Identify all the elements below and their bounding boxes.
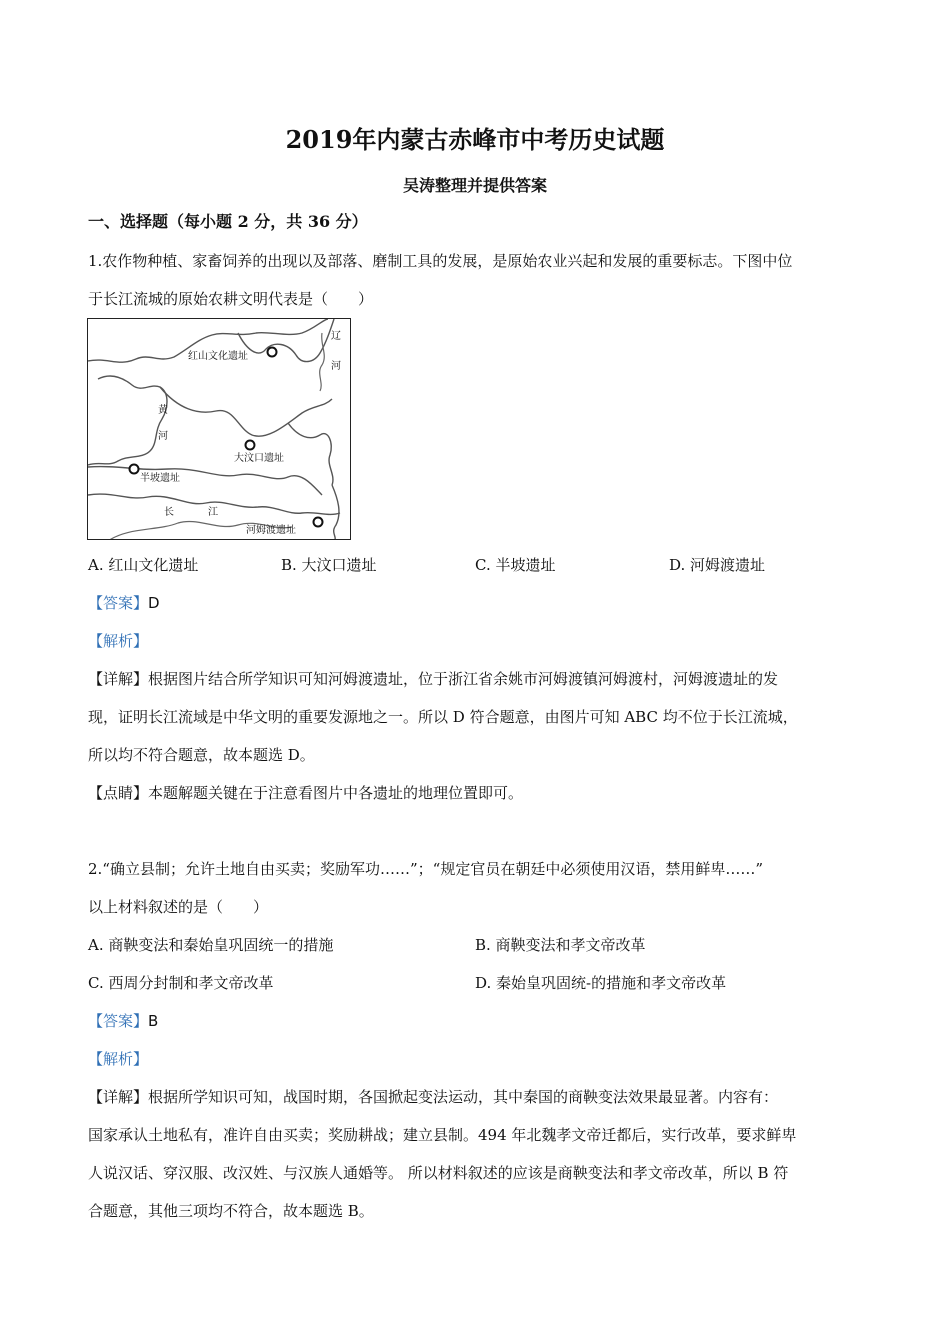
label-huang-2: 河 [158, 431, 168, 442]
q2-option-b: B. 商鞅变法和孝文帝改革 [475, 936, 646, 954]
q1-answer-value: D [148, 594, 160, 612]
site-marker-banpo [130, 465, 139, 474]
q1-option-d: D. 河姆渡遗址 [669, 556, 766, 574]
q1-map-figure [87, 318, 351, 540]
site-marker-dawenkou [246, 441, 255, 450]
page-subtitle: 吴涛整理并提供答案 [402, 176, 547, 195]
map-border-northeast [238, 319, 334, 362]
q2-option-c: C. 西周分封制和孝文帝改革 [88, 974, 274, 992]
label-dawenkou: 大汶口遗址 [234, 453, 284, 464]
huanghe-upper [88, 376, 167, 465]
label-jiang: 江 [208, 507, 218, 518]
q1-option-a: A. 红山文化遗址 [88, 556, 199, 574]
q1-option-c: C. 半坡遗址 [475, 556, 556, 574]
section-heading: 一、选择题（每小题 2 分，共 36 分） [88, 212, 368, 231]
q1-stem-line2: 于长江流城的原始农耕文明代表是（ ） [88, 290, 374, 308]
q2-detail-line2: 国家承认土地私有，准许自由买卖；奖励耕战；建立县制。494 年北魏孝文帝迁都后，实行改革，要求鲜卑 [88, 1126, 797, 1144]
q1-answer-tag: 【答案】 [88, 594, 149, 612]
q2-option-d: D. 秦始皇巩固统-的措施和孝文帝改革 [475, 974, 727, 992]
label-liao-2: 河 [331, 361, 341, 372]
liaohe [320, 333, 325, 391]
site-marker-hemudu [314, 518, 323, 527]
q2-answer-line [88, 1010, 158, 1031]
page-title: 2019年内蒙古赤峰市中考历史试题 [285, 125, 665, 154]
huanghe-lower [88, 467, 322, 495]
q1-answer-line [88, 592, 160, 613]
q1-detail-line3: 所以均不符合题意，故本题选 D。 [88, 746, 315, 764]
q2-answer-tag: 【答案】 [88, 1012, 149, 1030]
coastline-east [332, 485, 339, 540]
q1-comment: 【点睛】本题解题关键在于注意看图片中各遗址的地理位置即可。 [88, 784, 524, 802]
label-hongshan: 红山文化遗址 [188, 351, 248, 362]
q2-detail-line1: 【详解】根据所学知识可知，战国时期，各国掀起变法运动，其中秦国的商鞅变法效果最显著。内容有： [88, 1088, 779, 1106]
q2-detail-line3: 人说汉话、穿汉服、改汉姓、与汉族人通婚等。 所以材料叙述的应该是商鞅变法和孝文帝改革，所以 B 符 [88, 1164, 789, 1182]
label-liao-1: 辽 [331, 331, 341, 342]
q1-detail-line1: 【详解】根据图片结合所学知识可知河姆渡遗址，位于浙江省余姚市河姆渡镇河姆渡村，河姆渡遗址的发 [88, 670, 779, 688]
q2-detail-line4: 合题意，其他三项均不符合，故本题选 B。 [88, 1202, 374, 1220]
q2-answer-value: B [148, 1012, 159, 1030]
q1-detail-line2: 现，证明长江流域是中华文明的重要发源地之一。所以 D 符合题意，由图片可知 ABC 均不位于长江流城， [88, 708, 798, 726]
label-huang-1: 黄 [158, 405, 168, 416]
q1-map-svg [88, 319, 351, 540]
q1-stem-line1: 1.农作物种植、家畜饲养的出现以及部落、磨制工具的发展，是原始农业兴起和发展的重要标志。下图中位 [88, 252, 793, 270]
q2-stem-line2: 以上材料叙述的是（ ） [88, 898, 269, 916]
map-region-line [160, 387, 332, 436]
label-hemudu: 河姆渡遗址 [246, 525, 296, 536]
label-chang: 长 [164, 507, 174, 518]
q2-analysis-tag: 【解析】 [88, 1050, 149, 1068]
q1-option-b: B. 大汶口遗址 [281, 556, 377, 574]
site-marker-hongshan [268, 348, 277, 357]
q2-option-a: A. 商鞅变法和秦始皇巩固统一的措施 [88, 936, 334, 954]
q2-stem-line1: 2.“确立县制；允许土地自由买卖；奖励军功……”；“规定官员在朝廷中必须使用汉语，禁用鲜卑……” [88, 860, 763, 878]
label-banpo: 半坡遗址 [140, 473, 180, 484]
q1-analysis-tag: 【解析】 [88, 632, 149, 650]
